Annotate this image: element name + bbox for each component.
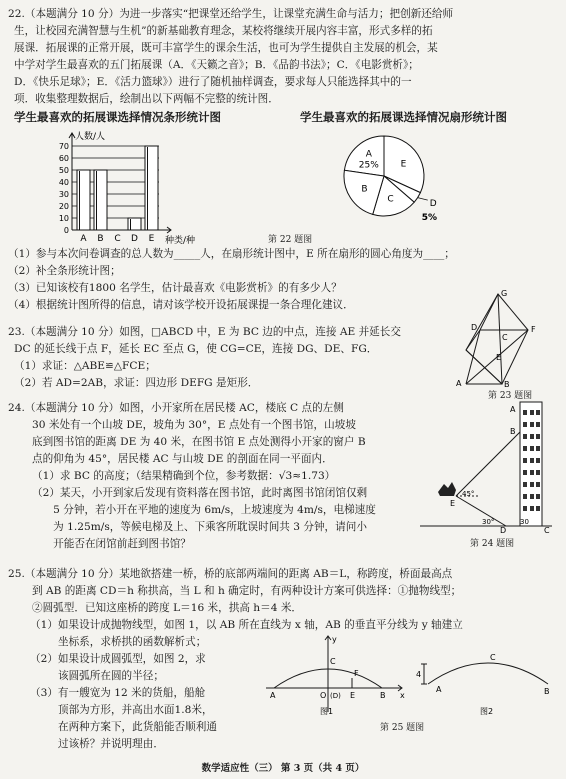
q25-f1-label-x: x	[400, 691, 405, 700]
bar	[77, 170, 90, 230]
q22-figure-caption: 第 22 题图	[268, 235, 313, 245]
q22-line: 项．收集整理数据后，绘制出以下两幅不完整的统计图．	[14, 93, 279, 105]
q24-figure-caption: 第 24 题图	[470, 539, 515, 549]
q22-sub-1: （1）参与本次问卷调查的总人数为_____人，在扇形统计图中，E 所在扇形的圆心角度为____；	[8, 248, 455, 260]
q22-stem	[8, 6, 453, 108]
q24-line: （1）求 BC 的高度；（结果精确到个位，参考数据：√3≈1.73）	[32, 470, 336, 482]
q23-figure-caption: 第 23 题图	[488, 391, 533, 401]
q24-label-30deg: 30°	[482, 518, 495, 526]
y-tick-label: 20	[58, 202, 69, 211]
q25-f1-label-c: C	[330, 657, 336, 666]
pie-chart-title: 学生最喜欢的拓展课选择情况扇形统计图	[300, 110, 507, 124]
q24-label-30m: 30	[520, 518, 529, 526]
q24-label-a: A	[510, 405, 516, 414]
y-tick-label: 60	[58, 154, 69, 163]
q24-line: 5 分钟，若小开在平地的速度为 6m/s，上坡速度为 4m/s，电梯速度	[32, 504, 376, 516]
bar	[128, 218, 141, 230]
x-tick-label: B	[97, 234, 104, 244]
q22-subquestions	[8, 246, 455, 314]
q24-line: 底到图书馆的距离 DE 为 40 米，在图书馆 E 点处测得小开家的窗户 B	[32, 436, 366, 448]
q25-sub-2: （2）如果设计成圆弧型，如图 2，求	[30, 653, 206, 665]
q25-stem	[8, 566, 461, 617]
q25-sub-3-cont: 过该桥？并说明理由．	[58, 738, 164, 750]
q23-line: （1）求证：△ABE≌△FCE；	[14, 360, 156, 372]
q25-f1-label-b: B	[380, 691, 386, 700]
q25-sub-3-cont: 顶部为方形，并高出水面1.8米，	[58, 704, 213, 716]
page-footer: 数学适应性（三） 第 3 页（共 4 页）	[201, 763, 365, 774]
pie-slice-label: B	[361, 184, 368, 195]
q25-figure-caption: 第 25 题图	[380, 723, 425, 733]
q24-line: 30 米处有一个山坡 DE，坡角为 30°，E 点处有一个图书馆，山坡坡	[32, 419, 356, 431]
q23-label-a: A	[456, 379, 462, 388]
q23-parallelogram-figure	[450, 286, 550, 388]
y-tick-label: 50	[58, 166, 69, 175]
q23-label-e: E	[496, 353, 502, 362]
q25-f1-label-d: (D)	[330, 692, 341, 700]
bar	[145, 146, 158, 230]
q25-figure-2-arc	[412, 640, 558, 718]
bar	[94, 170, 107, 230]
q23-label-b: B	[504, 380, 510, 388]
q23-label-d: D	[471, 323, 478, 332]
q25-f2-label-4: 4	[416, 670, 422, 679]
q24-line: 为 1.25m/s，等候电梯及上、下乘客所耽误时间共 3 分钟，请问小	[32, 521, 367, 533]
q25-fig2-label: 图2	[480, 707, 494, 716]
pie-slice-label: E	[400, 159, 407, 170]
q24-label-b: B	[510, 427, 516, 436]
x-tick-label: A	[80, 234, 87, 244]
q22-sub-2: （2）补全条形统计图；	[8, 265, 121, 277]
q24-label-e: E	[450, 499, 456, 508]
q25-f1-label-a: A	[270, 691, 276, 700]
q22-sub-3: （3）已知该校有1800 名学生，估计最喜欢《电影赏析》的有多少人？	[8, 282, 342, 294]
q25-sub-3-cont: 在两种方案下，此货船能否顺利通	[58, 721, 217, 733]
q25-sub-1-cont: 坐标系，求桥拱的函数解析式；	[58, 636, 207, 648]
x-tick-label: C	[114, 234, 121, 244]
q25-line: ②圆弧型．已知这座桥的跨度 L＝16 米，拱高 h＝4 米．	[32, 602, 303, 614]
q25-f1-label-y: y	[332, 635, 337, 644]
x-tick-label: D	[131, 234, 138, 244]
q24-label-45deg: 45°	[462, 490, 475, 498]
y-origin-label: 0	[63, 226, 69, 235]
q22-line: 22.（本题满分 10 分）为进一步落实“把课堂还给学生，让课堂充满生命与活力；把创新还给师	[8, 8, 454, 20]
q23-line: 23.（本题满分 10 分）如图，□ABCD 中，E 为 BC 边的中点，连接 AE 并延长交	[8, 326, 401, 338]
q23-line: （2）若 AD=2AB，求证：四边形 DEFG 是矩形．	[14, 377, 259, 389]
x-tick-label: E	[148, 234, 155, 244]
q25-figure-1-parabola	[262, 632, 412, 718]
q25-sub-1: （1）如果设计成抛物线型，如图 1，以 AB 所在直线为 x 轴，AB 的垂直平分线为 y 轴建立	[30, 619, 463, 631]
y-tick-label: 30	[58, 190, 69, 199]
q25-f2-label-b: B	[544, 687, 550, 696]
q24-label-d: D	[500, 526, 507, 534]
q22-line: 生，让校园充满智慧与生机”的新基础教育理念，某校将继续开展内容丰富，形式多样的拓	[14, 25, 433, 37]
q25-f2-label-a: A	[436, 685, 442, 694]
q23-label-f: F	[531, 325, 536, 334]
y-tick-label: 70	[58, 142, 69, 151]
library-icon	[438, 482, 456, 496]
y-axis-label: 人数/人	[75, 132, 106, 142]
y-tick-label: 10	[58, 214, 69, 223]
pie-percent-label: 5%	[421, 213, 438, 224]
bar-chart	[40, 126, 280, 246]
q24-stem	[8, 400, 376, 553]
residential-building	[520, 402, 542, 526]
q25-line: 25.（本题满分 10 分）某地欲搭建一桥，桥的底部两端间的距离 AB＝L，称跨度，桥面最高点	[8, 568, 453, 580]
q25-sub-3: （3）有一艘宽为 12 米的货船，船舱	[30, 687, 206, 699]
pie-leader-line	[418, 198, 428, 200]
q24-line: （2）某天，小开到家后发现有资料落在图书馆，此时离图书馆闭馆仅剩	[32, 487, 368, 499]
q24-line: 开能否在闭馆前赶到图书馆？	[32, 538, 191, 550]
q22-line: D．《快乐足球》；E．《活力篮球》）进行了随机抽样调查，要求每人只能选择其中的一	[14, 76, 412, 88]
q24-label-c: C	[544, 526, 550, 534]
bar-chart-title: 学生最喜欢的拓展课选择情况条形统计图	[14, 110, 221, 124]
pie-slice-label: D	[429, 199, 437, 210]
pie-slice-label: A	[365, 149, 372, 160]
q25-f2-label-c: C	[490, 653, 496, 662]
q23-label-c: C	[502, 333, 508, 342]
pie-slice-label: C	[387, 194, 394, 205]
q25-sub-2-cont: 该圆弧所在圆的半径；	[58, 670, 164, 682]
q23-stem	[8, 324, 401, 392]
q25-f1-label-e: E	[350, 691, 356, 700]
q22-line: 中学对学生最喜欢的五门拓展课（A．《天籁之音》；B．《品韵书法》；C．《电影赏析》；	[14, 59, 419, 71]
q25-f1-label-f: F	[354, 669, 359, 678]
q25-line: 到 AB 的距离 CD＝h 称拱高，当 L 和 h 确定时，有两种设计方案可供选择：①抛物线型；	[32, 585, 462, 597]
q25-fig1-label: 图1	[320, 707, 334, 716]
x-axis-label: 种类/种	[165, 236, 196, 246]
q23-line: DC 的延长线于点 F，延长 EC 至点 G，使 CG=CE，连接 DG、DE、FG．	[14, 343, 378, 355]
q23-label-g: G	[501, 289, 508, 298]
q24-line: 24.（本题满分 10 分）如图，小开家所在居民楼 AC，楼底 C 点的左侧	[8, 402, 344, 414]
q25-f1-label-o: O	[320, 691, 327, 700]
q24-building-slope-figure	[420, 396, 560, 534]
pie-percent-label: 25%	[358, 160, 379, 171]
y-tick-label: 40	[58, 178, 69, 187]
q22-line: 展课．拓展课的正常开展，既可丰富学生的课余生活，也可为学生提供自主发展的机会，某	[14, 42, 438, 54]
pie-chart	[340, 128, 470, 246]
q22-sub-4: （4）根据统计图所得的信息，请对该学校开设拓展课提一条合理化建议．	[8, 299, 354, 311]
q24-line: 点的仰角为 45°，居民楼 AC 与山坡 DE 的剖面在同一平面内．	[32, 453, 333, 465]
